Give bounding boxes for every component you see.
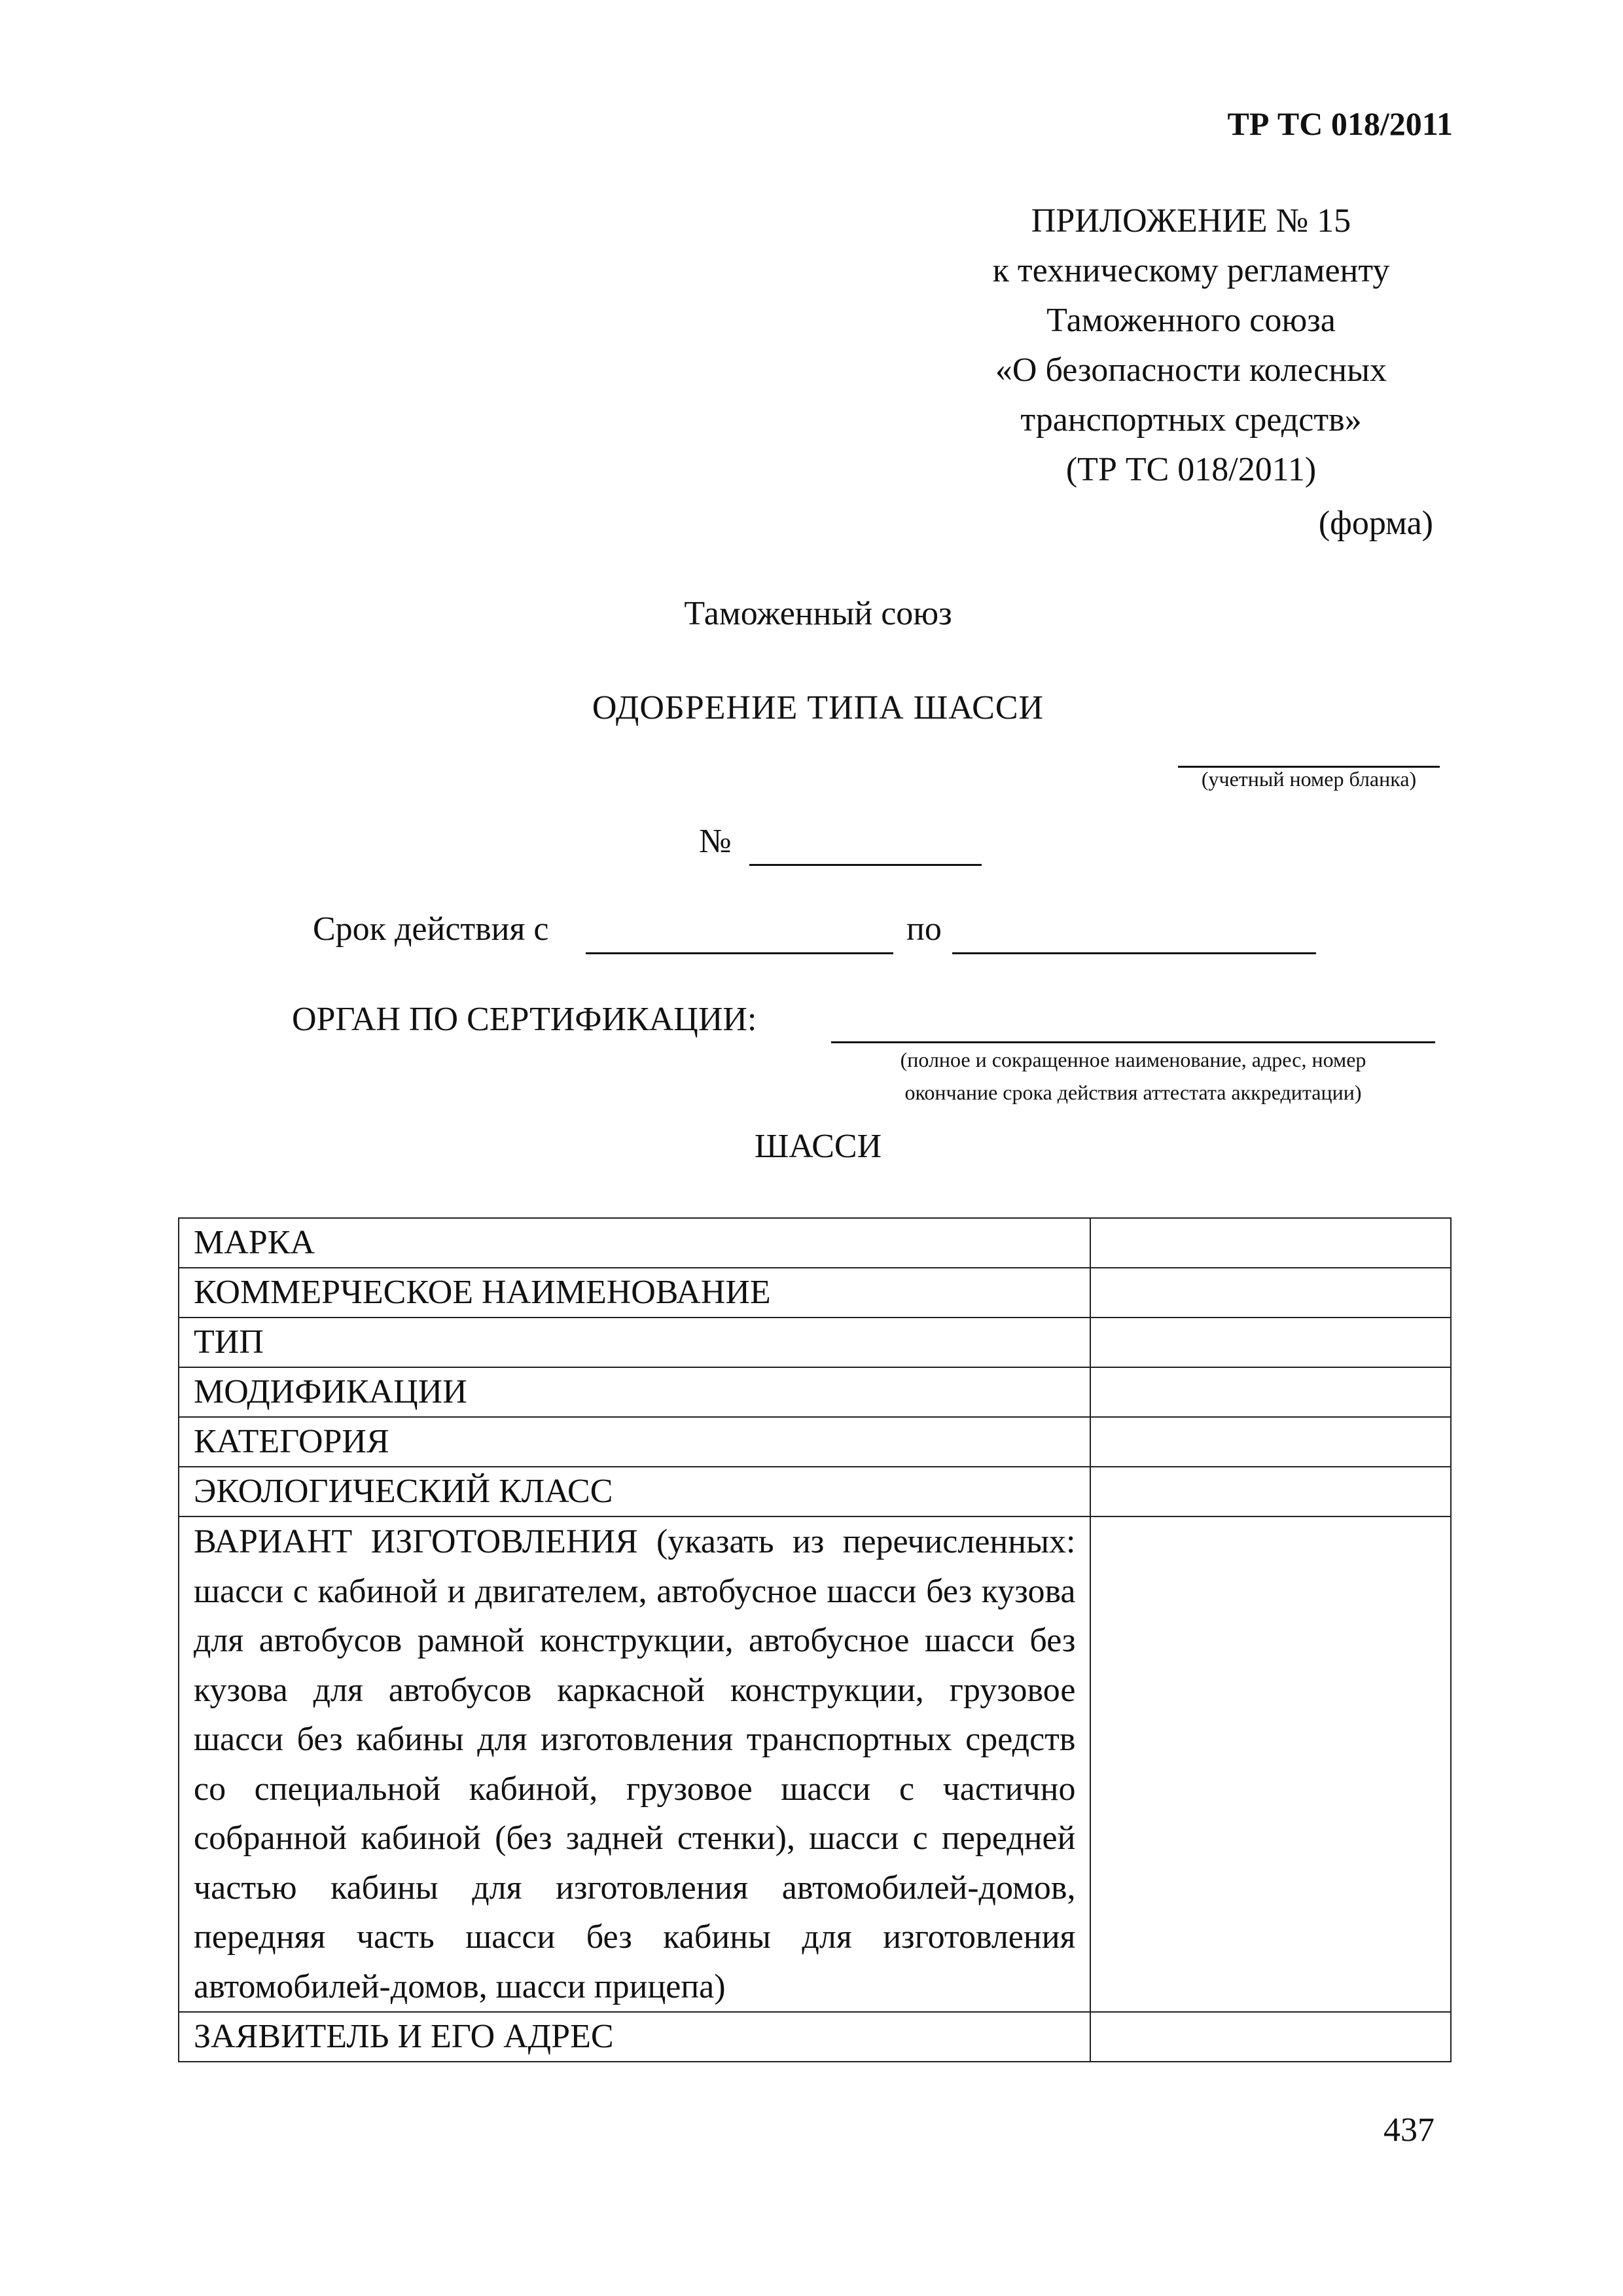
page-title: ОДОБРЕНИЕ ТИПА ШАССИ: [592, 689, 1044, 726]
row-value-applicant[interactable]: [1090, 2012, 1451, 2062]
form-note: (форма): [1318, 505, 1433, 542]
row-label-applicant: ЗАЯВИТЕЛЬ И ЕГО АДРЕС: [179, 2012, 1090, 2062]
section-title: ШАССИ: [754, 1128, 882, 1165]
row-value-manufacturing-variant[interactable]: [1090, 1516, 1451, 2012]
blank-number-caption: (учетный номер бланка): [1201, 767, 1417, 791]
row-label-manufacturing-variant: ВАРИАНТ ИЗГОТОВЛЕНИЯ (указать из перечисленных: шасси с кабиной и двигателем, автобусное шасси без кузова для автобусов рамной конструкции, автобусное шасси без кузова для автобусов каркасной конструкции, грузовое шасси без кабины для изготовления транспортных средств со специальной кабиной, грузовое шасси с частично собранной кабиной (без задней стенки), шасси с передней частью кабины для изготовления автомобилей-домов, передняя часть шасси без кабины для изготовления автомобилей-домов, шасси прицепа): [179, 1516, 1090, 2012]
number-field[interactable]: [749, 864, 982, 866]
organ-caption: [831, 1043, 1435, 1109]
union-heading: Таможенный союз: [684, 595, 952, 632]
table-row: [179, 1318, 1451, 1367]
validity-to-field[interactable]: [952, 952, 1316, 954]
page-number: 437: [1383, 2111, 1435, 2149]
row-label-eco-class: ЭКОЛОГИЧЕСКИЙ КЛАСС: [179, 1467, 1090, 1516]
table-row: [179, 1268, 1451, 1318]
validity-from-field[interactable]: [586, 952, 893, 954]
organ-label: ОРГАН ПО СЕРТИФИКАЦИИ:: [292, 1001, 757, 1038]
row-label-type: ТИП: [179, 1318, 1090, 1367]
annex-line: транспортных средств»: [1020, 401, 1362, 439]
row-label-modifications: МОДИФИКАЦИИ: [179, 1367, 1090, 1417]
chassis-table: [178, 1217, 1452, 2062]
table-row: [179, 1467, 1451, 1516]
row-value-eco-class[interactable]: [1090, 1467, 1451, 1516]
row-value-commercial-name[interactable]: [1090, 1268, 1451, 1318]
row-value-type[interactable]: [1090, 1318, 1451, 1367]
row-label-brand: МАРКА: [179, 1218, 1090, 1268]
row-label-category: КАТЕГОРИЯ: [179, 1417, 1090, 1467]
annex-block: [936, 196, 1446, 495]
organ-caption-line: (полное и сокращенное наименование, адрес, номер: [900, 1048, 1366, 1071]
validity-to-label: по: [906, 910, 942, 948]
row-label-commercial-name: КОММЕРЧЕСКОЕ НАИМЕНОВАНИЕ: [179, 1268, 1090, 1318]
annex-line: ПРИЛОЖЕНИЕ № 15: [1031, 202, 1351, 240]
header-code: ТР ТС 018/2011: [1227, 105, 1453, 142]
number-label: №: [699, 823, 732, 860]
table-row: [179, 2012, 1451, 2062]
organ-caption-line: окончание срока действия аттестата аккредитации): [904, 1081, 1362, 1104]
table-row: [179, 1218, 1451, 1268]
validity-from-label: Срок действия с: [313, 910, 549, 948]
table-row: [179, 1367, 1451, 1417]
annex-line: Таможенного союза: [1046, 302, 1336, 339]
table-row: [179, 1516, 1451, 2012]
annex-line: (ТР ТС 018/2011): [1065, 451, 1317, 488]
row-value-modifications[interactable]: [1090, 1367, 1451, 1417]
row-value-category[interactable]: [1090, 1417, 1451, 1467]
row-value-brand[interactable]: [1090, 1218, 1451, 1268]
annex-line: «О безопасности колесных: [995, 351, 1387, 389]
annex-line: к техническому регламенту: [992, 252, 1390, 289]
table-row: [179, 1417, 1451, 1467]
